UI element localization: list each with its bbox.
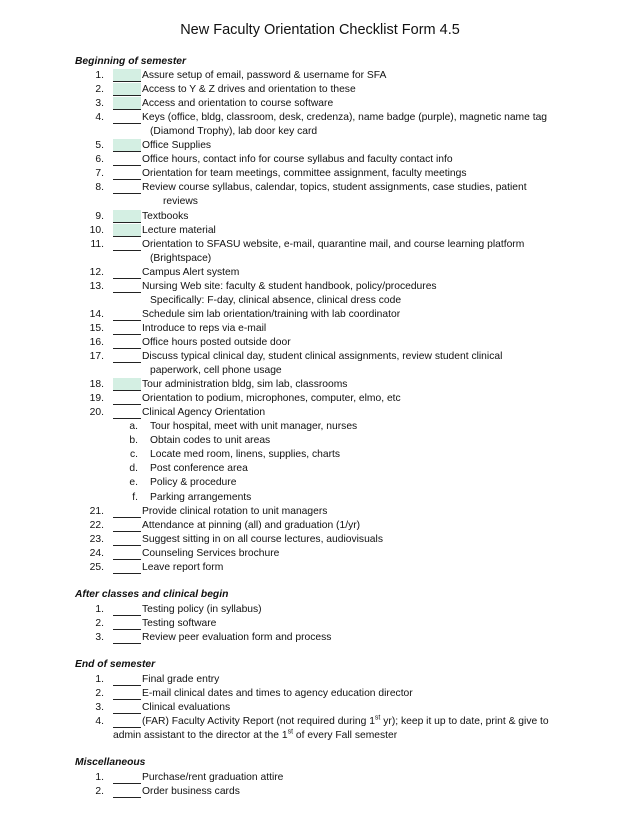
checklist-item — [0, 153, 640, 167]
item-text: Nursing Web site: faculty & student handbook, policy/procedures — [142, 280, 437, 292]
check-blank[interactable] — [113, 505, 141, 518]
page-title: New Faculty Orientation Checklist Form 4.5 — [180, 22, 460, 38]
item-text: Office hours posted outside door — [142, 336, 291, 348]
check-blank[interactable] — [113, 785, 141, 798]
check-blank[interactable] — [113, 701, 141, 714]
item-text: Testing software — [142, 617, 217, 629]
checklist-item — [0, 350, 640, 364]
item-number: 20. — [89, 407, 104, 419]
item-number: 17. — [89, 351, 104, 362]
item-text: Attendance at pinning (all) and graduation (1/yr) — [142, 519, 361, 531]
check-blank[interactable] — [113, 97, 141, 110]
check-blank[interactable] — [113, 547, 141, 560]
check-blank[interactable] — [113, 83, 141, 96]
checklist-item — [0, 701, 640, 715]
item-text-continued: (Brightspace) — [150, 252, 212, 264]
item-number: 9. — [95, 210, 104, 222]
item-number: 4. — [95, 716, 104, 728]
check-blank[interactable] — [113, 715, 141, 728]
item-text-continued: paperwork, cell phone usage — [150, 365, 282, 377]
check-blank[interactable] — [113, 167, 141, 180]
checklist-subitem — [0, 420, 640, 434]
checklist-item — [0, 69, 640, 83]
checklist-item — [0, 167, 640, 181]
check-blank[interactable] — [113, 392, 141, 405]
item-text: Orientation to SFASU website, e-mail, quarantine mail, and course learning platform — [142, 238, 525, 250]
item-text-continued: reviews — [163, 196, 198, 208]
item-number: 22. — [89, 519, 104, 531]
item-text: Purchase/rent graduation attire — [142, 772, 284, 784]
checklist-item — [0, 673, 640, 687]
item-text: Clinical Agency Orientation — [142, 407, 266, 419]
item-text: Keys (office, bldg, classroom, desk, credenza), name badge (purple), magnetic name tag — [142, 112, 548, 124]
section-heading-beginning: Beginning of semester — [75, 56, 186, 67]
item-number: 1. — [95, 772, 104, 784]
checklist-item — [0, 238, 640, 252]
checklist-item — [0, 715, 640, 729]
check-blank[interactable] — [113, 603, 141, 616]
check-blank[interactable] — [113, 519, 141, 532]
item-text: Review course syllabus, calendar, topics, student assignments, case studies, patient — [142, 182, 527, 194]
item-number: 3. — [95, 98, 104, 110]
item-text: Introduce to reps via e-mail — [142, 322, 267, 334]
item-number: 10. — [89, 224, 104, 236]
item-text: (FAR) Faculty Activity Report (not required during 1st yr); keep it up to date, print & give to — [142, 714, 549, 728]
checklist-item — [0, 687, 640, 701]
item-number: 11. — [90, 238, 104, 250]
checklist-item — [0, 617, 640, 631]
item-text: Orientation for team meetings, committee assignment, faculty meetings — [142, 168, 467, 180]
item-text: E-mail clinical dates and times to agency education director — [142, 688, 413, 699]
check-blank[interactable] — [113, 561, 141, 574]
item-number: 23. — [89, 533, 104, 545]
item-number: 8. — [95, 182, 104, 194]
checklist-item — [0, 392, 640, 406]
checklist-item — [0, 336, 640, 350]
check-blank[interactable] — [113, 153, 141, 166]
check-blank[interactable] — [113, 111, 141, 124]
item-text: Suggest sitting in on all course lectures, audiovisuals — [142, 533, 383, 545]
check-blank[interactable] — [113, 139, 141, 152]
item-text: Office Supplies — [142, 140, 212, 152]
subitem-letter: f. — [132, 491, 138, 503]
item-text: Orientation to podium, microphones, computer, elmo, etc — [142, 393, 401, 405]
item-text: Testing policy (in syllabus) — [142, 603, 262, 615]
checklist-item — [0, 210, 640, 224]
item-number: 2. — [95, 786, 104, 798]
item-text: Campus Alert system — [142, 266, 240, 278]
item-number: 12. — [89, 266, 104, 278]
check-blank[interactable] — [113, 210, 141, 223]
check-blank[interactable] — [113, 687, 141, 700]
checklist-item — [0, 771, 640, 785]
item-number: 13. — [89, 280, 104, 292]
section-heading-after: After classes and clinical begin — [75, 588, 229, 600]
subitem-text: Post conference area — [150, 463, 248, 475]
item-number: 21. — [89, 505, 104, 517]
check-blank[interactable] — [113, 771, 141, 784]
item-text: Provide clinical rotation to unit managers — [142, 505, 328, 517]
subitem-letter: e. — [129, 477, 138, 489]
subitem-text: Policy & procedure — [150, 477, 237, 489]
check-blank[interactable] — [113, 378, 141, 391]
subitem-text: Parking arrangements — [150, 491, 252, 503]
checklist-item — [0, 97, 640, 111]
checklist-item — [0, 308, 640, 322]
check-blank[interactable] — [113, 533, 141, 546]
checklist-subitem — [0, 448, 640, 462]
item-text: Order business cards — [142, 786, 240, 798]
item-text: Tour administration bldg, sim lab, classrooms — [142, 379, 348, 391]
section-heading-end: End of semester — [75, 658, 156, 670]
item-text: Textbooks — [142, 210, 189, 222]
check-blank[interactable] — [113, 350, 141, 363]
subitem-text: Tour hospital, meet with unit manager, nurses — [150, 421, 358, 433]
check-blank[interactable] — [113, 673, 141, 686]
checklist-item — [0, 533, 640, 547]
checklist-item — [0, 224, 640, 238]
checklist-item — [0, 139, 640, 153]
item-number: 19. — [89, 393, 104, 405]
item-number: 7. — [95, 168, 104, 180]
check-blank[interactable] — [113, 266, 141, 279]
item-text-continued: Specifically: F-day, clinical absence, clinical dress code — [150, 294, 402, 306]
item-number: 3. — [95, 702, 104, 714]
item-number: 6. — [95, 154, 104, 166]
checklist-item — [0, 280, 640, 294]
item-number: 1. — [95, 70, 104, 81]
item-number: 24. — [89, 547, 104, 559]
check-blank[interactable] — [113, 406, 141, 419]
check-blank[interactable] — [113, 631, 141, 644]
subitem-text: Locate med room, linens, supplies, charts — [150, 449, 341, 461]
checklist-item — [0, 631, 640, 645]
checklist-item — [0, 519, 640, 533]
check-blank[interactable] — [113, 336, 141, 349]
item-number: 14. — [89, 308, 104, 320]
item-number: 5. — [95, 140, 104, 152]
checklist-item — [0, 83, 640, 97]
checklist-subitem — [0, 491, 640, 505]
checklist-subitem — [0, 476, 640, 490]
subitem-text: Obtain codes to unit areas — [150, 435, 271, 447]
item-text: Clinical evaluations — [142, 702, 231, 714]
item-number: 15. — [89, 322, 104, 334]
subitem-letter: c. — [129, 449, 138, 461]
checklist-item — [0, 181, 640, 195]
subitem-letter: a. — [129, 421, 138, 433]
check-blank[interactable] — [113, 308, 141, 321]
item-text: Lecture material — [142, 224, 216, 236]
check-blank[interactable] — [113, 280, 141, 293]
checklist-subitem — [0, 434, 640, 448]
item-text: Schedule sim lab orientation/training with lab coordinator — [142, 308, 401, 320]
checklist-item — [0, 378, 640, 392]
checklist-item — [0, 603, 640, 617]
item-text: Access and orientation to course software — [142, 98, 334, 110]
checklist-item — [0, 547, 640, 561]
item-number: 2. — [95, 688, 104, 699]
item-text: Counseling Services brochure — [142, 547, 280, 559]
subitem-letter: b. — [129, 435, 138, 447]
item-text: Final grade entry — [142, 673, 220, 685]
item-text: Office hours, contact info for course syllabus and faculty contact info — [142, 154, 453, 166]
item-number: 4. — [95, 112, 104, 124]
subitem-letter: d. — [129, 463, 138, 475]
checklist-item — [0, 785, 640, 799]
item-text: Review peer evaluation form and process — [142, 631, 332, 643]
item-text: Access to Y & Z drives and orientation to these — [142, 84, 356, 96]
check-blank[interactable] — [113, 322, 141, 335]
check-blank[interactable] — [113, 617, 141, 630]
checklist-item — [0, 322, 640, 336]
item-number: 16. — [89, 336, 104, 348]
check-blank[interactable] — [113, 224, 141, 237]
check-blank[interactable] — [113, 69, 141, 82]
item-text: Assure setup of email, password & username for SFA — [142, 70, 387, 81]
item-number: 2. — [95, 617, 104, 629]
item-text-continued: (Diamond Trophy), lab door key card — [150, 126, 318, 138]
item-text-continued: admin assistant to the director at the 1st of every Fall semester — [113, 728, 398, 742]
item-number: 1. — [95, 603, 104, 615]
checklist-item — [0, 111, 640, 125]
checklist-item — [0, 406, 640, 420]
item-number: 3. — [95, 631, 104, 643]
item-number: 2. — [95, 84, 104, 96]
checklist-item — [0, 505, 640, 519]
checklist-item — [0, 561, 640, 575]
item-number: 25. — [89, 561, 104, 573]
item-text: Leave report form — [142, 561, 224, 573]
item-number: 18. — [89, 379, 104, 391]
checklist-subitem — [0, 462, 640, 476]
check-blank[interactable] — [113, 181, 141, 194]
item-text: Discuss typical clinical day, student clinical assignments, review student clinical — [142, 351, 503, 362]
checklist-item — [0, 266, 640, 280]
item-number: 1. — [95, 673, 104, 685]
check-blank[interactable] — [113, 238, 141, 251]
section-heading-misc: Miscellaneous — [75, 757, 146, 769]
